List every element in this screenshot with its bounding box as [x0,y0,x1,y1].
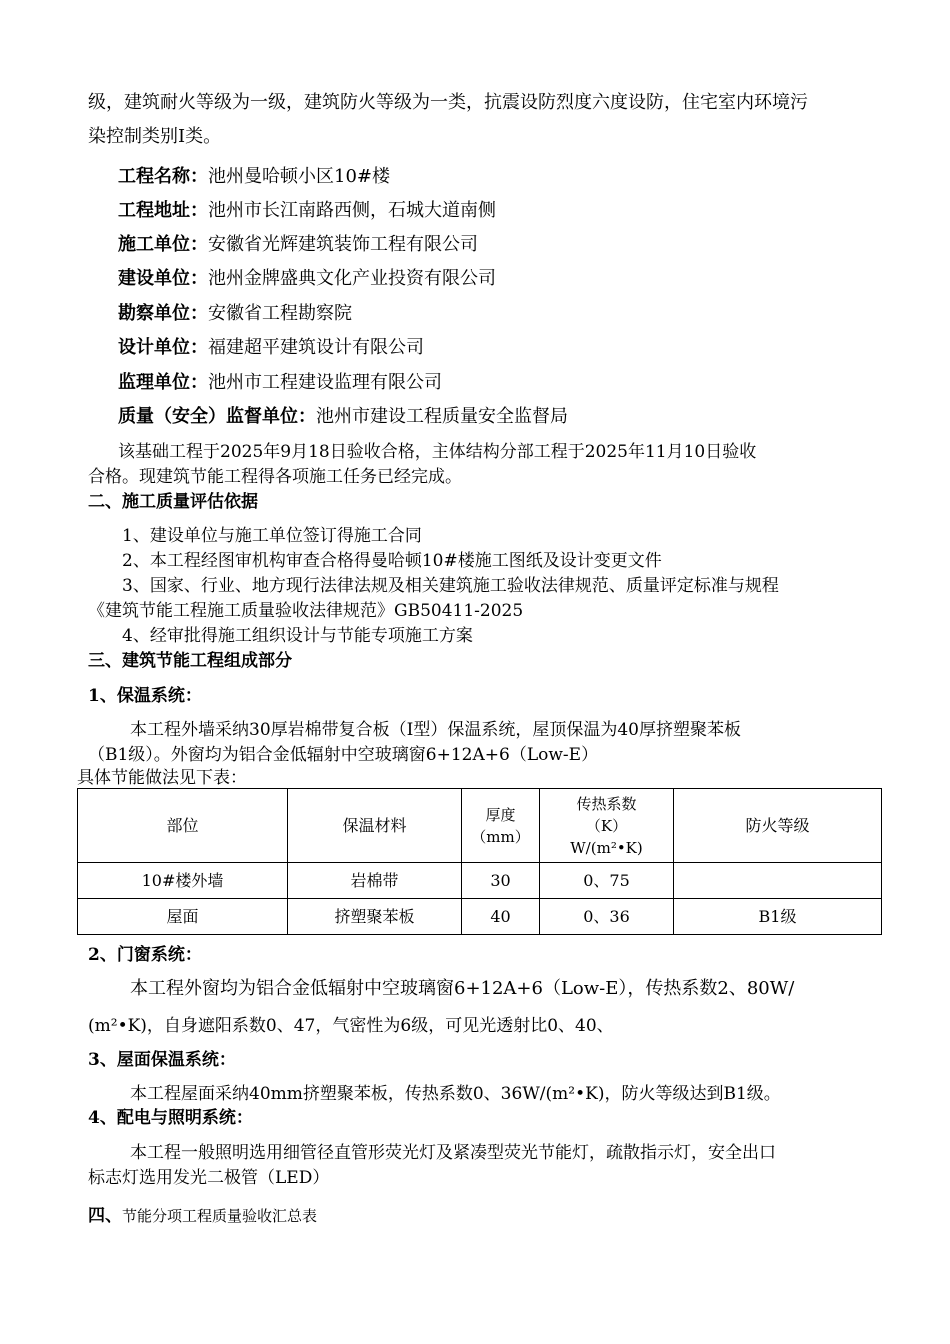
roof-line: 本工程屋面采纳40mm挤塑聚苯板，传热系数0、36W/(m²•K)，防火等级达到B1级。 [130,1084,781,1104]
table-row [78,899,882,935]
header-cell: 防火等级 [674,789,882,863]
table-header-row [78,789,882,863]
basis-item: 4、经审批得施工组织设计与节能专项施工方案 [122,626,473,646]
lighting-line: 本工程一般照明选用细管径直管形荧光灯及紧凑型荧光节能灯，疏散指示灯，安全出口 [130,1143,776,1163]
section-heading: 三、建筑节能工程组成部分 [88,651,292,671]
intro-line: 染控制类别I类。 [88,126,222,147]
header-cell: 保温材料 [288,789,462,863]
energy-spec-table [77,788,882,935]
header-cell: 部位 [78,789,288,863]
info-supervision: 监理单位：池州市工程建设监理有限公司 [118,372,442,393]
windows-line: 本工程外窗均为铝合金低辐射中空玻璃窗6+12A+6（Low-E），传热系数2、80W/ [130,978,795,999]
acceptance-line: 该基础工程于2025年9月18日验收合格，主体结构分部工程于2025年11月10日验收 [118,442,757,462]
intro-line: 级，建筑耐火等级为一级，建筑防火等级为一类，抗震设防烈度六度设防，住宅室内环境污 [88,92,808,113]
info-address: 工程地址：池州市长江南路西侧，石城大道南侧 [118,200,496,221]
info-design: 设计单位：福建超平建筑设计有限公司 [118,337,424,358]
info-owner: 建设单位：池州金牌盛典文化产业投资有限公司 [118,268,496,289]
subsection-heading: 3、屋面保温系统： [88,1050,236,1070]
table-row [78,863,882,899]
subsection-heading: 2、门窗系统： [88,945,202,965]
windows-line: (m²•K)，自身遮阳系数0、47，气密性为6级，可见光透射比0、40、 [88,1016,614,1036]
table-cell: 0、75 [540,863,674,899]
table-cell: B1级 [674,899,882,935]
basis-item: 2、本工程经图审机构审查合格得曼哈顿10#楼施工图纸及设计变更文件 [122,551,662,571]
insulation-line: （B1级）。外窗均为铝合金低辐射中空玻璃窗6+12A+6（Low-E） [88,745,599,765]
info-survey: 勘察单位：安徽省工程勘察院 [118,303,352,324]
table-cell: 10#楼外墙 [78,863,288,899]
table-cell: 岩棉带 [288,863,462,899]
section-heading: 二、施工质量评估依据 [88,492,258,512]
basis-item: 1、建设单位与施工单位签订得施工合同 [122,526,422,546]
table-cell [674,863,882,899]
header-cell: 传热系数 （K） W/(m²•K) [540,789,674,863]
info-quality-supervision: 质量（安全）监督单位：池州市建设工程质量安全监督局 [118,406,568,427]
basis-item: 《建筑节能工程施工质量验收法律规范》GB50411-2025 [88,601,524,621]
insulation-line: 具体节能做法见下表： [77,768,247,788]
basis-item: 3、国家、行业、地方现行法律法规及相关建筑施工验收法律规范、质量评定标准与规程 [122,576,779,596]
table-cell: 挤塑聚苯板 [288,899,462,935]
subsection-heading: 1、保温系统： [88,686,202,706]
insulation-line: 本工程外墙采纳30厚岩棉带复合板（Ⅰ型）保温系统，屋顶保温为40厚挤塑聚苯板 [130,720,741,740]
section-heading: 四、节能分项工程质量验收汇总表 [88,1206,318,1226]
table-cell: 30 [462,863,540,899]
table-cell: 40 [462,899,540,935]
acceptance-line: 合格。现建筑节能工程得各项施工任务已经完成。 [88,467,462,487]
subsection-heading: 4、配电与照明系统： [88,1108,253,1128]
info-contractor: 施工单位：安徽省光辉建筑装饰工程有限公司 [118,234,478,255]
info-name: 工程名称：池州曼哈顿小区10#楼 [118,166,390,187]
header-cell: 厚度 （mm） [462,789,540,863]
table-cell: 0、36 [540,899,674,935]
table-cell: 屋面 [78,899,288,935]
lighting-line: 标志灯选用发光二极管（LED） [88,1168,330,1188]
